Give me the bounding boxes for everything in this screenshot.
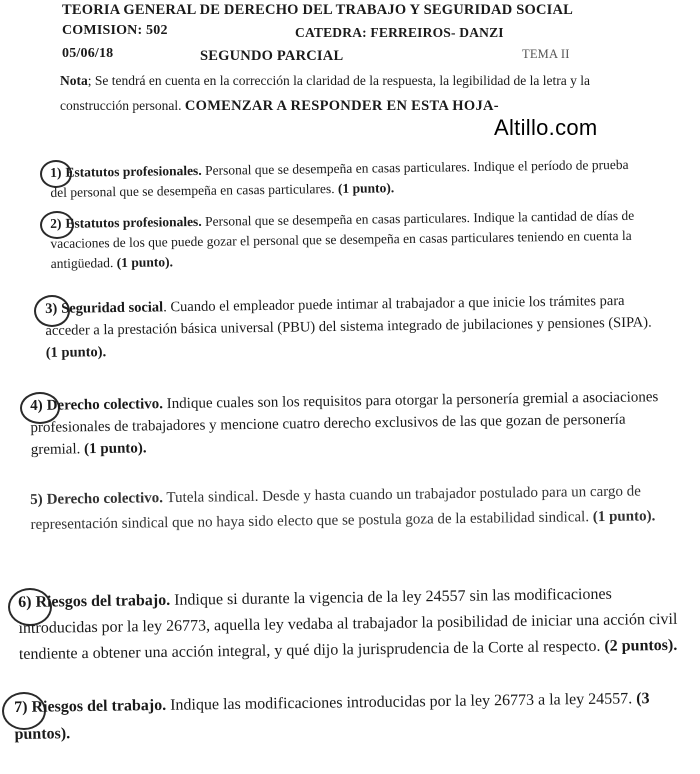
question-7 bbox=[14, 685, 695, 748]
question-topic: Estatutos profesionales. bbox=[65, 162, 202, 180]
question-body: Personal que se desempeña en casas particulares. Indique la cantidad de días de vacaciones de los que puede gozar el personal que se desempeña en casas particulares teniendo en cuenta la antigüedad. bbox=[50, 207, 635, 271]
question-topic: Riesgos del trabajo. bbox=[31, 696, 167, 716]
question-points: (1 punto). bbox=[337, 180, 395, 196]
question-number: 6) bbox=[18, 593, 32, 611]
question-5 bbox=[30, 479, 676, 538]
question-number: 3) bbox=[45, 300, 58, 317]
question-points: (1 punto). bbox=[592, 508, 656, 526]
question-2 bbox=[50, 206, 651, 274]
question-1 bbox=[50, 155, 641, 203]
question-3 bbox=[45, 289, 656, 364]
exam-note bbox=[60, 68, 635, 119]
question-number: 4) bbox=[30, 397, 43, 414]
catedra-label: CATEDRA: FERREIROS- DANZI bbox=[295, 25, 504, 40]
question-number: 2) bbox=[50, 215, 62, 231]
exam-date: 05/06/18 bbox=[62, 46, 114, 61]
question-topic: Estatutos profesionales. bbox=[65, 213, 202, 231]
question-points: (2 puntos). bbox=[604, 636, 678, 655]
note-instruction: COMENZAR A RESPONDER EN ESTA HOJA- bbox=[184, 98, 499, 114]
exam-type: SEGUNDO PARCIAL bbox=[200, 48, 344, 64]
note-label: Nota bbox=[60, 73, 88, 88]
question-4 bbox=[30, 386, 661, 461]
question-body: Indique las modificaciones introducidas por la ley 26773 a la ley 24557. bbox=[166, 690, 637, 714]
question-points: (3 puntos). bbox=[14, 690, 650, 743]
question-body: Indique cuales son los requisitos para otorgar la personería gremial a asociaciones profesionales de trabajadores y mencione cuatro derecho exclusivos de las que gozan de personería gremial. bbox=[30, 389, 659, 458]
question-topic: Derecho colectivo. bbox=[46, 490, 164, 508]
note-text: ; Se tendrá en cuenta en la corrección la claridad de la respuesta, la legibilidad de la letra y la construcción personal. bbox=[60, 73, 591, 113]
question-points: (1 punto). bbox=[116, 254, 174, 271]
question-number: 1) bbox=[50, 164, 62, 180]
question-number: 7) bbox=[14, 698, 28, 716]
exam-title: TEORIA GENERAL DE DERECHO DEL TRABAJO Y SEGURIDAD SOCIAL bbox=[62, 2, 574, 18]
question-body: Personal que se desempeña en casas particulares. Indique el período de prueba del personal que se desempeña en casas particulares. bbox=[50, 156, 629, 200]
question-number: 5) bbox=[30, 491, 43, 508]
question-body: Indique si durante la vigencia de la ley 24557 sin las modificaciones introducidas por la ley 26773, aquella ley vedaba al trabajador la posibilidad de iniciar una acción civil tendiente a obtener una acción integral, y qué dijo la jurisprudencia de la Corte al respecto. bbox=[18, 585, 678, 663]
question-points: (1 punto). bbox=[83, 440, 147, 458]
question-topic: Riesgos del trabajo. bbox=[35, 591, 171, 611]
question-points: (1 punto). bbox=[45, 344, 107, 361]
comision-label: COMISION: 502 bbox=[62, 23, 168, 38]
question-6 bbox=[18, 581, 684, 668]
question-body: Tutela sindical. Desde y hasta cuando un trabajador postulado para un cargo de representación sindical que no haya sido electo que se postula goza de la estabilidad sindical. bbox=[30, 483, 642, 533]
question-body: . Cuando el empleador puede intimar al trabajador a que inicie los trámites para acceder a la prestación básica universal (PBU) del sistema integrado de jubilaciones y pensiones (SIPA). bbox=[45, 292, 652, 339]
exam-theme: TEMA II bbox=[522, 47, 570, 61]
question-topic: Derecho colectivo. bbox=[46, 396, 164, 414]
question-topic: Seguridad social bbox=[61, 299, 164, 317]
altillo-watermark: Altillo.com bbox=[494, 115, 598, 140]
